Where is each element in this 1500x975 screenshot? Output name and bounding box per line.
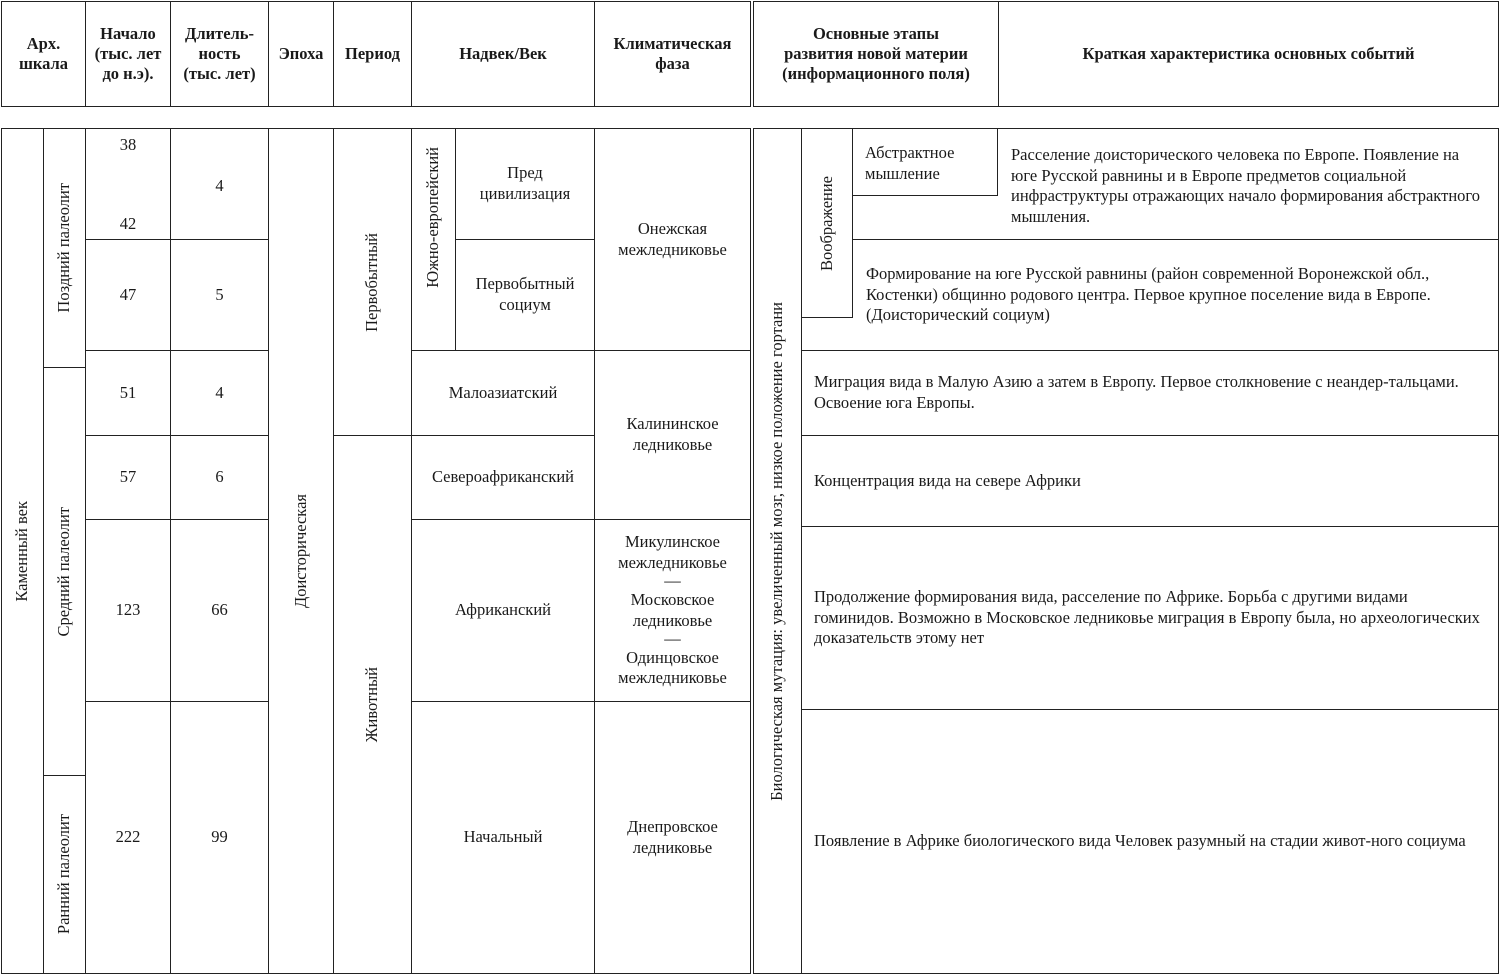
climate-dnieper-cell [594, 701, 751, 974]
event-row-4 [801, 435, 1499, 527]
duration-cell-4 [170, 435, 269, 520]
middle-paleolithic-label: Средний палеолит [54, 506, 74, 637]
climate-dash: — [664, 571, 681, 591]
event-row-2 [801, 239, 1499, 351]
duration-value: 4 [215, 382, 224, 402]
south-european-cell [411, 128, 456, 351]
climate-dnieper-label: Днепровское ледниковье [627, 816, 718, 857]
header-climate: Климатическая фаза [594, 1, 751, 107]
event-text: Миграция вида в Малую Азию а затем в Европу. Первое столкновение с неандер-тальцами. Освоение юга Европы. [814, 372, 1459, 412]
start-cell-6 [85, 701, 171, 974]
period-animal-cell [333, 435, 412, 974]
asia-minor-cell [411, 350, 595, 436]
abstract-thinking-cell [852, 128, 998, 196]
upper-paleolithic-label: Поздний палеолит [54, 183, 74, 313]
epoch-label: Доисторическая [290, 493, 310, 609]
start-value: 57 [119, 467, 137, 487]
imagination-label: Воображение [816, 175, 836, 271]
climate-dash: — [664, 629, 681, 649]
duration-cell-2 [170, 239, 269, 351]
climate-odintsovo-label: Одинцовское межледниковье [618, 647, 727, 688]
initial-cell [411, 701, 595, 974]
start-value: 222 [115, 827, 141, 847]
african-cell [411, 519, 595, 702]
epoch-cell [268, 128, 334, 974]
climate-onega-label: Онежская межледниковье [618, 218, 727, 259]
climate-composite-cell [594, 519, 751, 702]
start-cell-2 [85, 239, 171, 351]
lower-paleolithic-cell [43, 775, 86, 974]
duration-cell-3 [170, 350, 269, 436]
event-row-5 [801, 526, 1499, 710]
middle-paleolithic-cell [43, 367, 86, 776]
imagination-cell [801, 128, 853, 318]
start-value: 47 [119, 284, 137, 304]
climate-kalinin-cell [594, 350, 751, 520]
event-text: Продолжение формирования вида, расселение по Африке. Борьба с другими видами гоминидов. Возможно в Московское ледниковье миграция в Европу была, но археологических доказательств этому нет [814, 587, 1480, 648]
duration-value: 5 [215, 284, 224, 304]
header-superage: Надвек/Век [411, 1, 595, 107]
start-cell-1 [85, 128, 171, 240]
event-text: Расселение доисторического человека по Европе. Появление на юге Русской равнины и в Европе предметов социальной инфраструктуры отражающих начало формирования абстрактного мышления. [1011, 145, 1481, 226]
abstract-thinking-label: Абстрактное мышление [865, 143, 955, 183]
duration-cell-1 [170, 128, 269, 240]
period-primitive-cell [333, 128, 412, 436]
african-label: Африканский [455, 600, 551, 620]
climate-kalinin-label: Калининское ледниковье [626, 414, 719, 454]
stone-age-label: Каменный век [12, 500, 32, 602]
header-scale: Арх. шкала [1, 1, 86, 107]
start-value: 51 [119, 382, 137, 402]
start-cell-4 [85, 435, 171, 520]
duration-value: 6 [215, 467, 224, 487]
start-value: 123 [115, 600, 141, 620]
pre-civilization-label: Пред цивилизация [479, 163, 571, 203]
duration-value: 99 [211, 827, 228, 847]
climate-mikulino-label: Микулинское межледниковье [618, 532, 727, 572]
event-text: Формирование на юге Русской равнины (район современной Воронежской обл., Костенки) общинно родового центра. Первое крупное поселение вида в Европе. (Доисторический социум) [866, 264, 1431, 325]
primitive-society-label: Первобытный социум [475, 274, 575, 314]
upper-paleolithic-cell [43, 128, 86, 368]
start-cell-3 [85, 350, 171, 436]
header-duration: Длитель- ность (тыс. лет) [170, 1, 269, 107]
stone-age-cell [1, 128, 44, 974]
event-row-6 [801, 709, 1499, 974]
event-row-3 [801, 350, 1499, 436]
event-text: Концентрация вида на севере Африки [814, 470, 1081, 490]
header-events: Краткая характеристика основных событий [998, 1, 1499, 107]
duration-cell-5 [170, 519, 269, 702]
pre-civilization-cell [455, 128, 595, 240]
period-animal-label: Животный [362, 666, 382, 743]
north-african-label: Североафриканский [431, 467, 575, 487]
header-stages: Основные этапы развития новой материи (информационного поля) [753, 1, 999, 107]
north-african-cell [411, 435, 595, 520]
climate-composite [618, 532, 727, 689]
start-value: 38 [119, 135, 137, 154]
duration-cell-6 [170, 701, 269, 974]
lower-paleolithic-label: Ранний палеолит [54, 814, 74, 935]
duration-value: 66 [211, 600, 228, 620]
primitive-society-cell [455, 239, 595, 351]
start-cell-5 [85, 519, 171, 702]
initial-label: Начальный [463, 827, 543, 847]
asia-minor-label: Малоазиатский [448, 382, 558, 402]
mutation-label: Биологическая мутация: увеличенный мозг, низкое положение гортани [767, 301, 787, 801]
duration-value: 4 [215, 176, 224, 195]
header-period: Период [333, 1, 412, 107]
start-value: 42 [119, 214, 137, 234]
header-epoch: Эпоха [268, 1, 334, 107]
climate-onega-cell [594, 128, 751, 351]
period-primitive-label: Первобытный [362, 232, 382, 332]
event-text: Появление в Африке биологического вида Человек разумный на стадии живот-ного социума [814, 831, 1466, 851]
mutation-cell [753, 128, 802, 974]
header-start: Начало (тыс. лет до н.э). [85, 1, 171, 107]
climate-moscow-label: Московское ледниковье [630, 589, 715, 630]
south-european-label: Южно-европейский [423, 147, 443, 288]
